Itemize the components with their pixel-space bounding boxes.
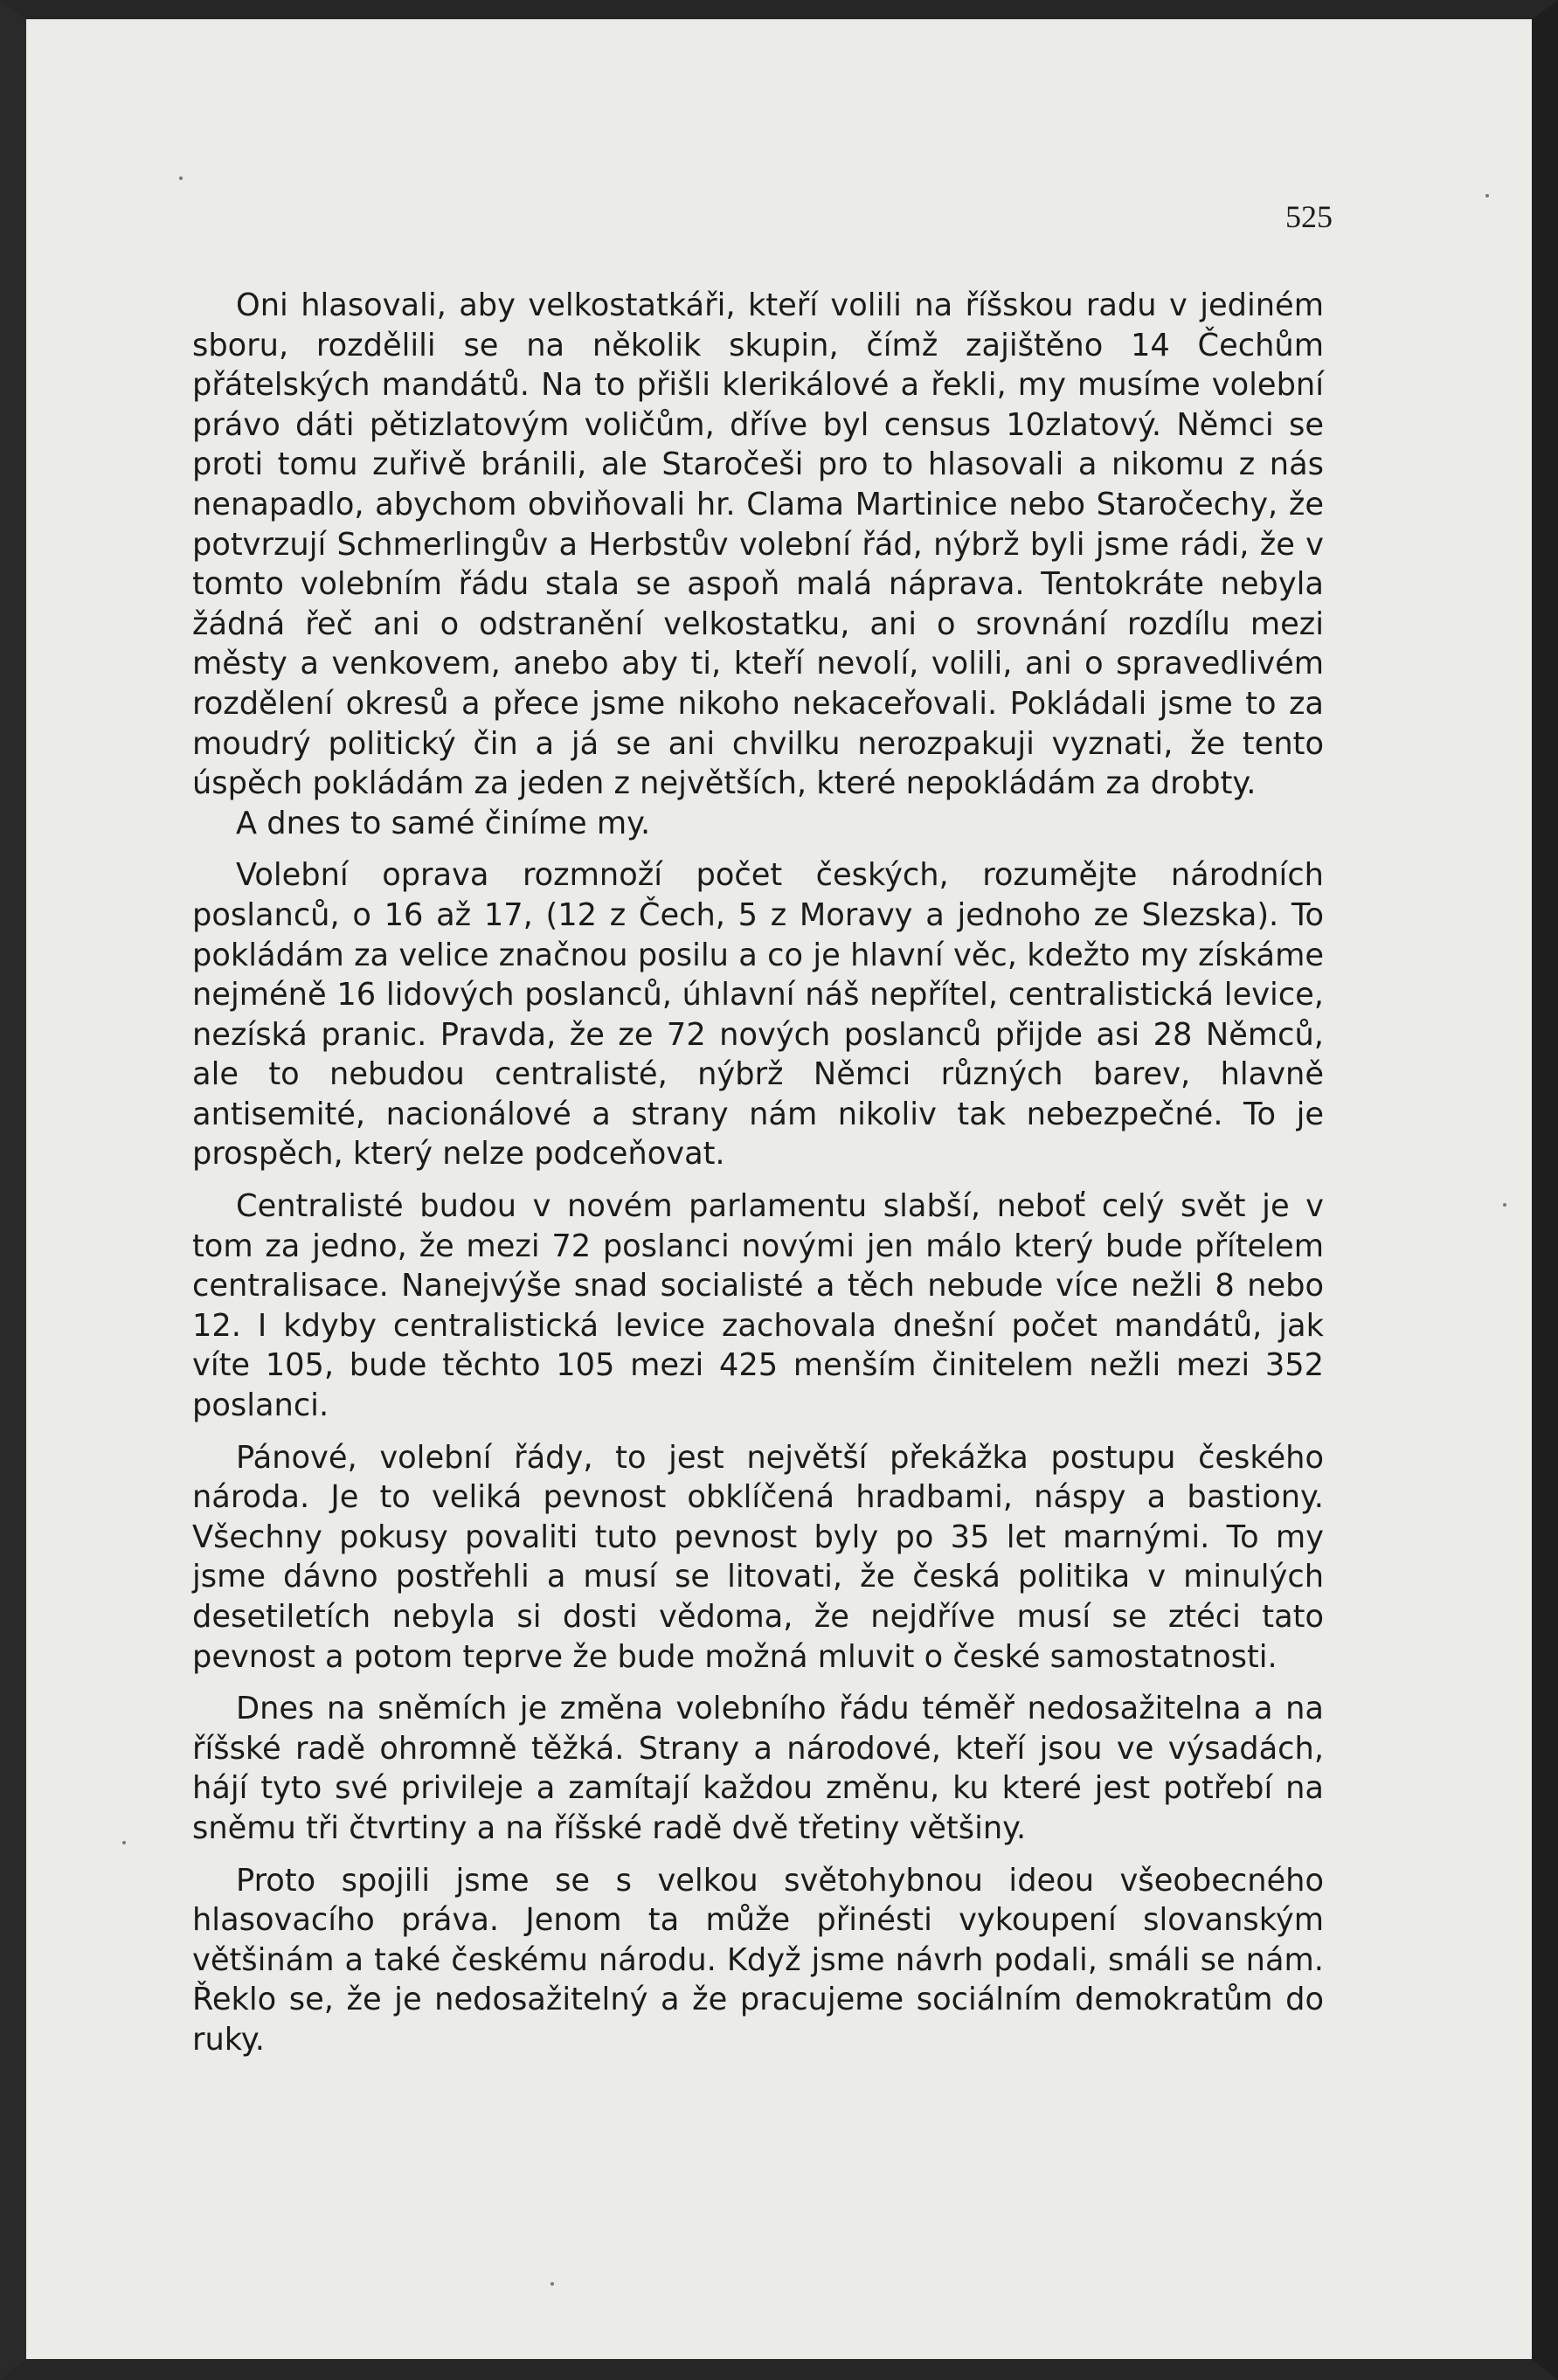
page-number: 525 <box>1285 199 1333 234</box>
paragraph: Volební oprava rozmnoží počet českých, rozumějte národních poslanců, o 16 až 17, (12 z Čech, 5 z Moravy a jednoho ze Slezska). To pokládám za velice značnou posilu a co je hlavní věc, kdežto my získáme nejméně 16 lidových poslanců, úhlavní náš nepřítel, centralistická levice, nezíská pranic. Pravda, že ze 72 nových poslanců přijde asi 28 Němců, ale to nebudou centralisté, nýbrž Němci různých barev, hlavně antisemité, nacionálové a strany nám nikoliv tak nebezpečné. To je prospěch, který nelze podceňovat. <box>192 857 1324 1173</box>
scan-speck <box>1485 194 1489 197</box>
paragraph: Dnes na sněmích je změna volebního řádu téměř nedosažitelna a na říšské radě ohromně těžká. Strany a národové, kteří jsou ve výsadách, hájí tyto své privileje a zamítají každou změnu, ku které jest potřebí na sněmu tři čtvrtiny a na říšské radě dvě třetiny většiny. <box>192 1691 1324 1846</box>
paragraph: Pánové, volební řády, to jest největší překážka postupu českého národa. Je to veliká pevnost obklíčená hradbami, náspy a bastiony. Všechny pokusy povaliti tuto pevnost byly po 35 let marnými. To my jsme dávno postřehli a musí se litovati, že česká politika v minulých desetiletích nebyla si dosti vědoma, že nejdříve musí se ztéci tato pevnost a potom teprve že bude možná mluvit o české samostatnosti. <box>192 1439 1324 1675</box>
scan-speck <box>179 176 183 180</box>
paragraph: Proto spojili jsme se s velkou světohybnou ideou všeobecného hlasovacího práva. Jenom ta může přinésti vykoupení slovanským většinám a také českému národu. Když jsme návrh podali, smáli se nám. Řeklo se, že je nedosažitelný a že pracujeme sociálním demokratům do ruky. <box>192 1862 1324 2058</box>
paragraph: A dnes to samé činíme my. <box>236 805 651 841</box>
scan-speck <box>122 1841 126 1844</box>
scan-speck <box>1503 1203 1506 1207</box>
paragraph: Oni hlasovali, aby velkostatkáři, kteří volili na říšskou radu v jediném sboru, rozdělili se na několik skupin, čímž zajištěno 14 Čechům přátelských mandátů. Na to přišli klerikálové a řekli, my musíme volební právo dáti pětizlatovým voličům, dříve byl census 10zlatový. Němci se proti tomu zuřivě bránili, ale Staročeši pro to hlasovali a nikomu z nás nenapadlo, abychom obviňovali hr. Clama Martinice nebo Staročechy, že potvrzují Schmerlingův a Herbstův volební řád, nýbrž byli jsme rádi, že v tomto volebním řádu stala se aspoň malá náprava. Tentokráte nebyla žádná řeč ani o odstranění velkostatku, ani o srovnání rozdílu mezi městy a venkovem, anebo aby ti, kteří nevolí, volili, ani o spravedlivém rozdělení okresů a přece jsme nikoho nekaceřovali. Pokládali jsme to za moudrý politický čin a já se ani chvilku nerozpakuji vyznati, že tento úspěch pokládám za jeden z největších, které nepokládám za drobty. <box>192 287 1324 802</box>
body-text <box>192 286 1324 2060</box>
scan-speck <box>550 2282 554 2286</box>
paragraph: Centralisté budou v novém parlamentu slabší, neboť celý svět je v tom za jedno, že mezi 72 poslanci novými jen málo který bude přítelem centralisace. Nanejvýše snad socialisté a těch nebude více nežli 8 nebo 12. I kdyby centralistická levice zachovala dnešní počet mandátů, jak víte 105, bude těchto 105 mezi 425 menším činitelem nežli mezi 352 poslanci. <box>192 1188 1324 1424</box>
